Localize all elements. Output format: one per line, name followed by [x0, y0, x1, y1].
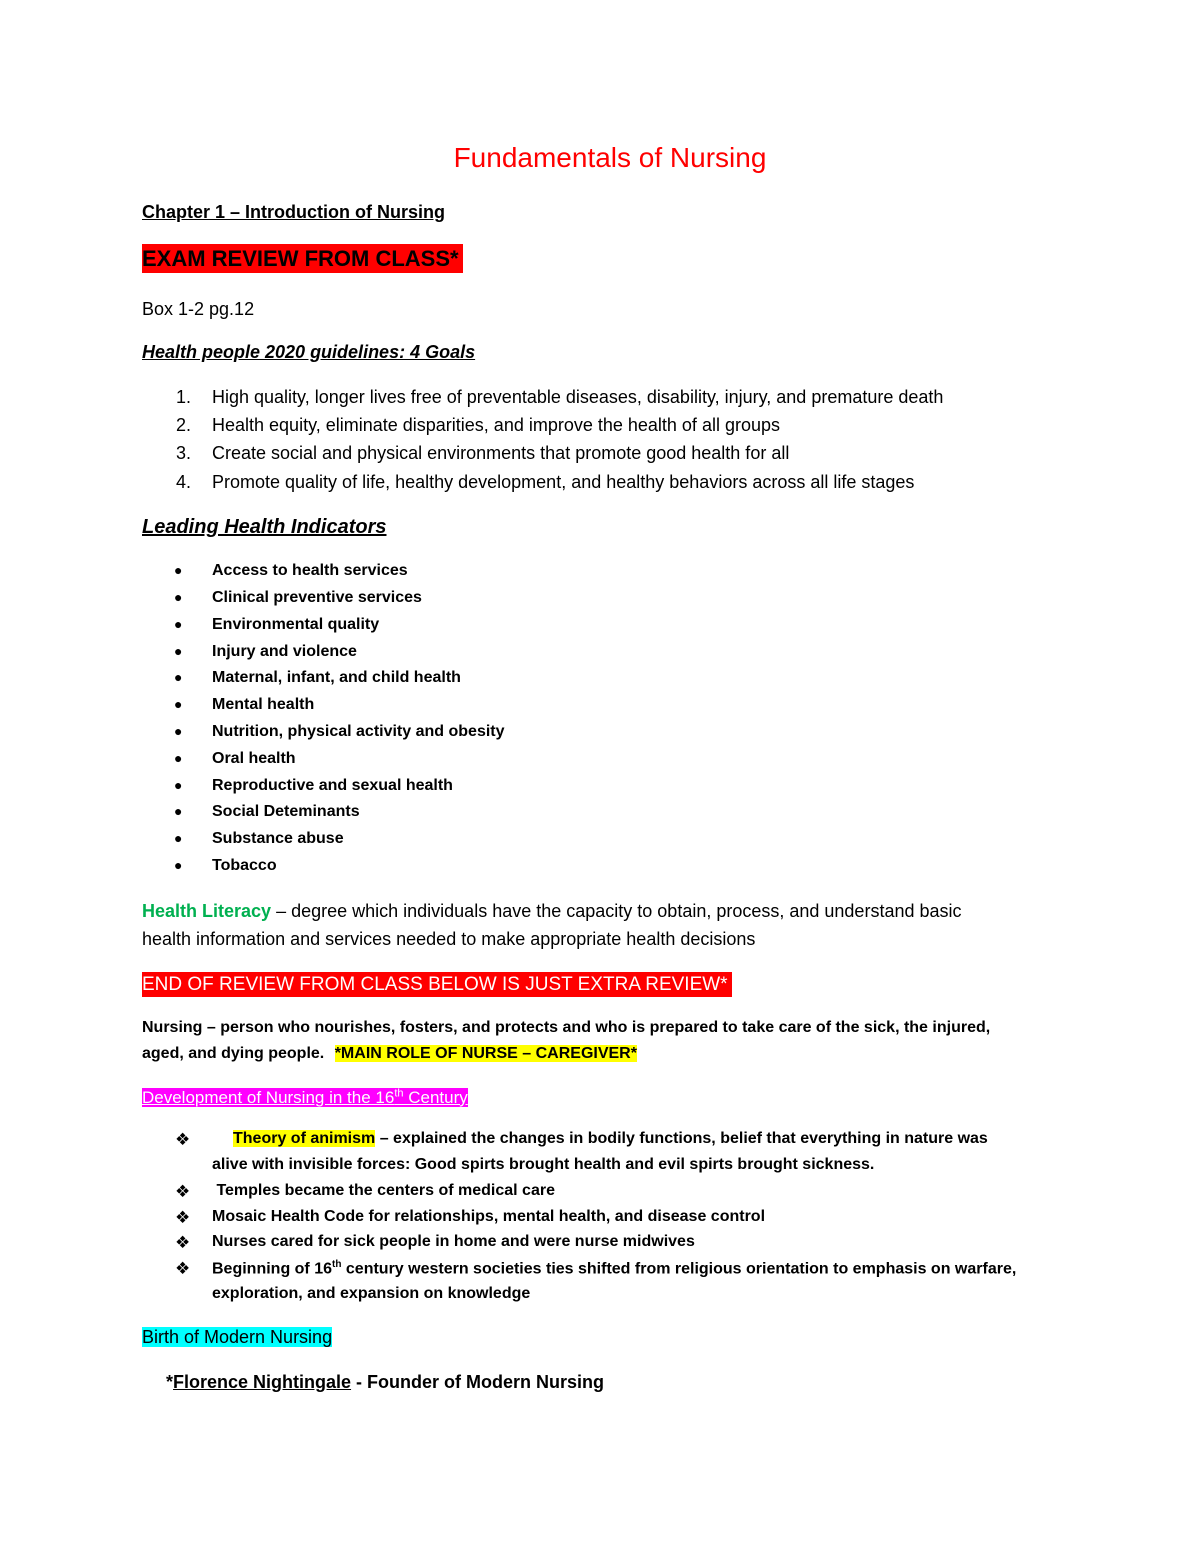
disc-bullet-icon: ●: [174, 616, 183, 632]
disc-bullet-icon: ●: [174, 696, 183, 712]
development-heading: [142, 1087, 468, 1108]
century-pre: Beginning of 16: [212, 1260, 332, 1278]
animism-term: Theory of animism: [233, 1130, 376, 1147]
main-role-highlight: *MAIN ROLE OF NURSE – CAREGIVER*: [334, 1045, 637, 1062]
disc-bullet-icon: ●: [174, 857, 183, 873]
nightingale-line: [166, 1372, 604, 1393]
goal-number: 4.: [176, 472, 192, 492]
goal-number: 1.: [176, 387, 192, 407]
animism-text: – explained the changes in bodily functions, belief that everything in nature was: [375, 1130, 988, 1147]
century-line1: [212, 1259, 1016, 1278]
disc-bullet-icon: ●: [174, 723, 183, 739]
end-review-banner: [142, 974, 732, 996]
development-heading-text: [142, 1088, 468, 1107]
exam-review-text: EXAM REVIEW FROM CLASS*: [142, 244, 463, 273]
development-heading-pre: Development of Nursing in the 16: [142, 1087, 395, 1107]
nursing-definition-line2: [142, 1045, 637, 1063]
health-literacy-term: Health Literacy: [142, 901, 272, 921]
disc-bullet-icon: ●: [174, 830, 183, 846]
development-heading-post: Century: [403, 1087, 468, 1107]
disc-bullet-icon: ●: [174, 777, 183, 793]
health-literacy-line1: [142, 901, 962, 922]
disc-bullet-icon: ●: [174, 562, 183, 578]
exam-review-banner: [142, 246, 463, 272]
goal-number: 3.: [176, 443, 192, 463]
animism-line2: alive with invisible forces: Good spirts brought health and evil spirts brought sickness.: [212, 1156, 875, 1173]
birth-heading-text: Birth of Modern Nursing: [142, 1327, 333, 1347]
century-text: century western societies ties shifted from religious orientation to emphasis on warfare,: [341, 1260, 1017, 1278]
nursing-definition-text: aged, and dying people.: [142, 1045, 325, 1062]
box-reference: Box 1-2 pg.12: [142, 299, 255, 319]
birth-heading: [142, 1327, 332, 1348]
document-title: Fundamentals of Nursing: [453, 142, 767, 173]
document-page: Fundamentals of Nursing Chapter 1 – Introduction of Nursing EXAM REVIEW FROM CLASS* Box 1-2 pg.12 Health people 2020 guidelines: 4 Goals 1. High quality, longer lives free of preventable diseases, disability, injury, and premature death 2. Health equity, eliminate disparities, and improve the health of all groups 3. Create social and physical environments that promote good health for all 4. Promote quality of life, healthy development, and healthy behaviors across all life stages Leading Health Indicators ● Access to health services ● Clinical preventive services ● Environmental quality ● Injury and violence ● Maternal, infant, and child health ● Mental health ● Nutrition, physical activity and obesity ● Oral health ● Reproductive and sexual health ● Social Deteminants ● Substance abuse ● Tobacco Health Literacy – degree which individuals have the capacity to obtain, process, and understand basic health information and services needed to make appropriate health decisions END OF REVIEW FROM CLASS BELOW IS JUST EXTRA REVIEW* Nursing – person who nourishes, fosters, and protects and who is prepared to take care of the sick, the injured, aged, and dying people. *MAIN ROLE OF NURSE – CAREGIVER* Development of Nursing in the 16th Century ❖ Theory of animism – explained the changes in bodily functions, belief that everything in nature was alive with invisible forces: Good spirts brought health and evil spirts brought sickness. ❖ Temples became the centers of medical care ❖ Mosaic Health Code for relationships, mental health, and disease control ❖ Nurses cared for sick people in home and were nurse midwives ❖ Beginning of 16th century western societies ties shifted from religious orientation to emphasis on warfare, exploration, and expansion on knowledge Birth of Modern Nursing *Florence Nightingale - Founder of Modern Nursing: [0, 0, 1200, 1553]
goal-item: Promote quality of life, healthy development, and healthy behaviors across all life stages: [212, 472, 915, 492]
goals-heading: Health people 2020 guidelines: 4 Goals: [142, 342, 476, 362]
goal-item: Health equity, eliminate disparities, and improve the health of all groups: [212, 415, 780, 435]
disc-bullet-icon: ●: [174, 589, 183, 605]
century-sup: th: [332, 1259, 342, 1270]
goal-item: Create social and physical environments that promote good health for all: [212, 443, 790, 463]
diamond-bullet-icon: ❖: [175, 1130, 191, 1149]
diamond-bullet-icon: ❖: [175, 1259, 191, 1278]
animism-line1: [233, 1130, 988, 1148]
diamond-bullet-icon: ❖: [175, 1182, 191, 1201]
nightingale-name: Florence Nightingale: [173, 1372, 352, 1392]
disc-bullet-icon: ●: [174, 750, 183, 766]
century-line2: exploration, and expansion on knowledge: [212, 1285, 531, 1302]
goal-item: High quality, longer lives free of preventable diseases, disability, injury, and premature death: [212, 387, 944, 407]
development-heading-sup: th: [394, 1087, 404, 1099]
goal-number: 2.: [176, 415, 192, 435]
indicators-heading: Leading Health Indicators: [142, 516, 387, 538]
disc-bullet-icon: ●: [174, 803, 183, 819]
chapter-heading: Chapter 1 – Introduction of Nursing: [142, 202, 446, 222]
nightingale-star: *: [166, 1372, 174, 1392]
end-review-text: END OF REVIEW FROM CLASS BELOW IS JUST EXTRA REVIEW*: [142, 972, 732, 997]
diamond-bullet-icon: ❖: [175, 1208, 191, 1227]
disc-bullet-icon: ●: [174, 643, 183, 659]
nursing-definition-line1: Nursing – person who nourishes, fosters, and protects and who is prepared to take care of the sick, the injured,: [142, 1019, 991, 1036]
disc-bullet-icon: ●: [174, 669, 183, 685]
health-literacy-line2: health information and services needed to make appropriate health decisions: [142, 929, 756, 949]
diamond-bullet-icon: ❖: [175, 1233, 191, 1252]
nightingale-desc: - Founder of Modern Nursing: [351, 1372, 605, 1392]
health-literacy-definition: – degree which individuals have the capacity to obtain, process, and understand basic: [271, 901, 962, 921]
